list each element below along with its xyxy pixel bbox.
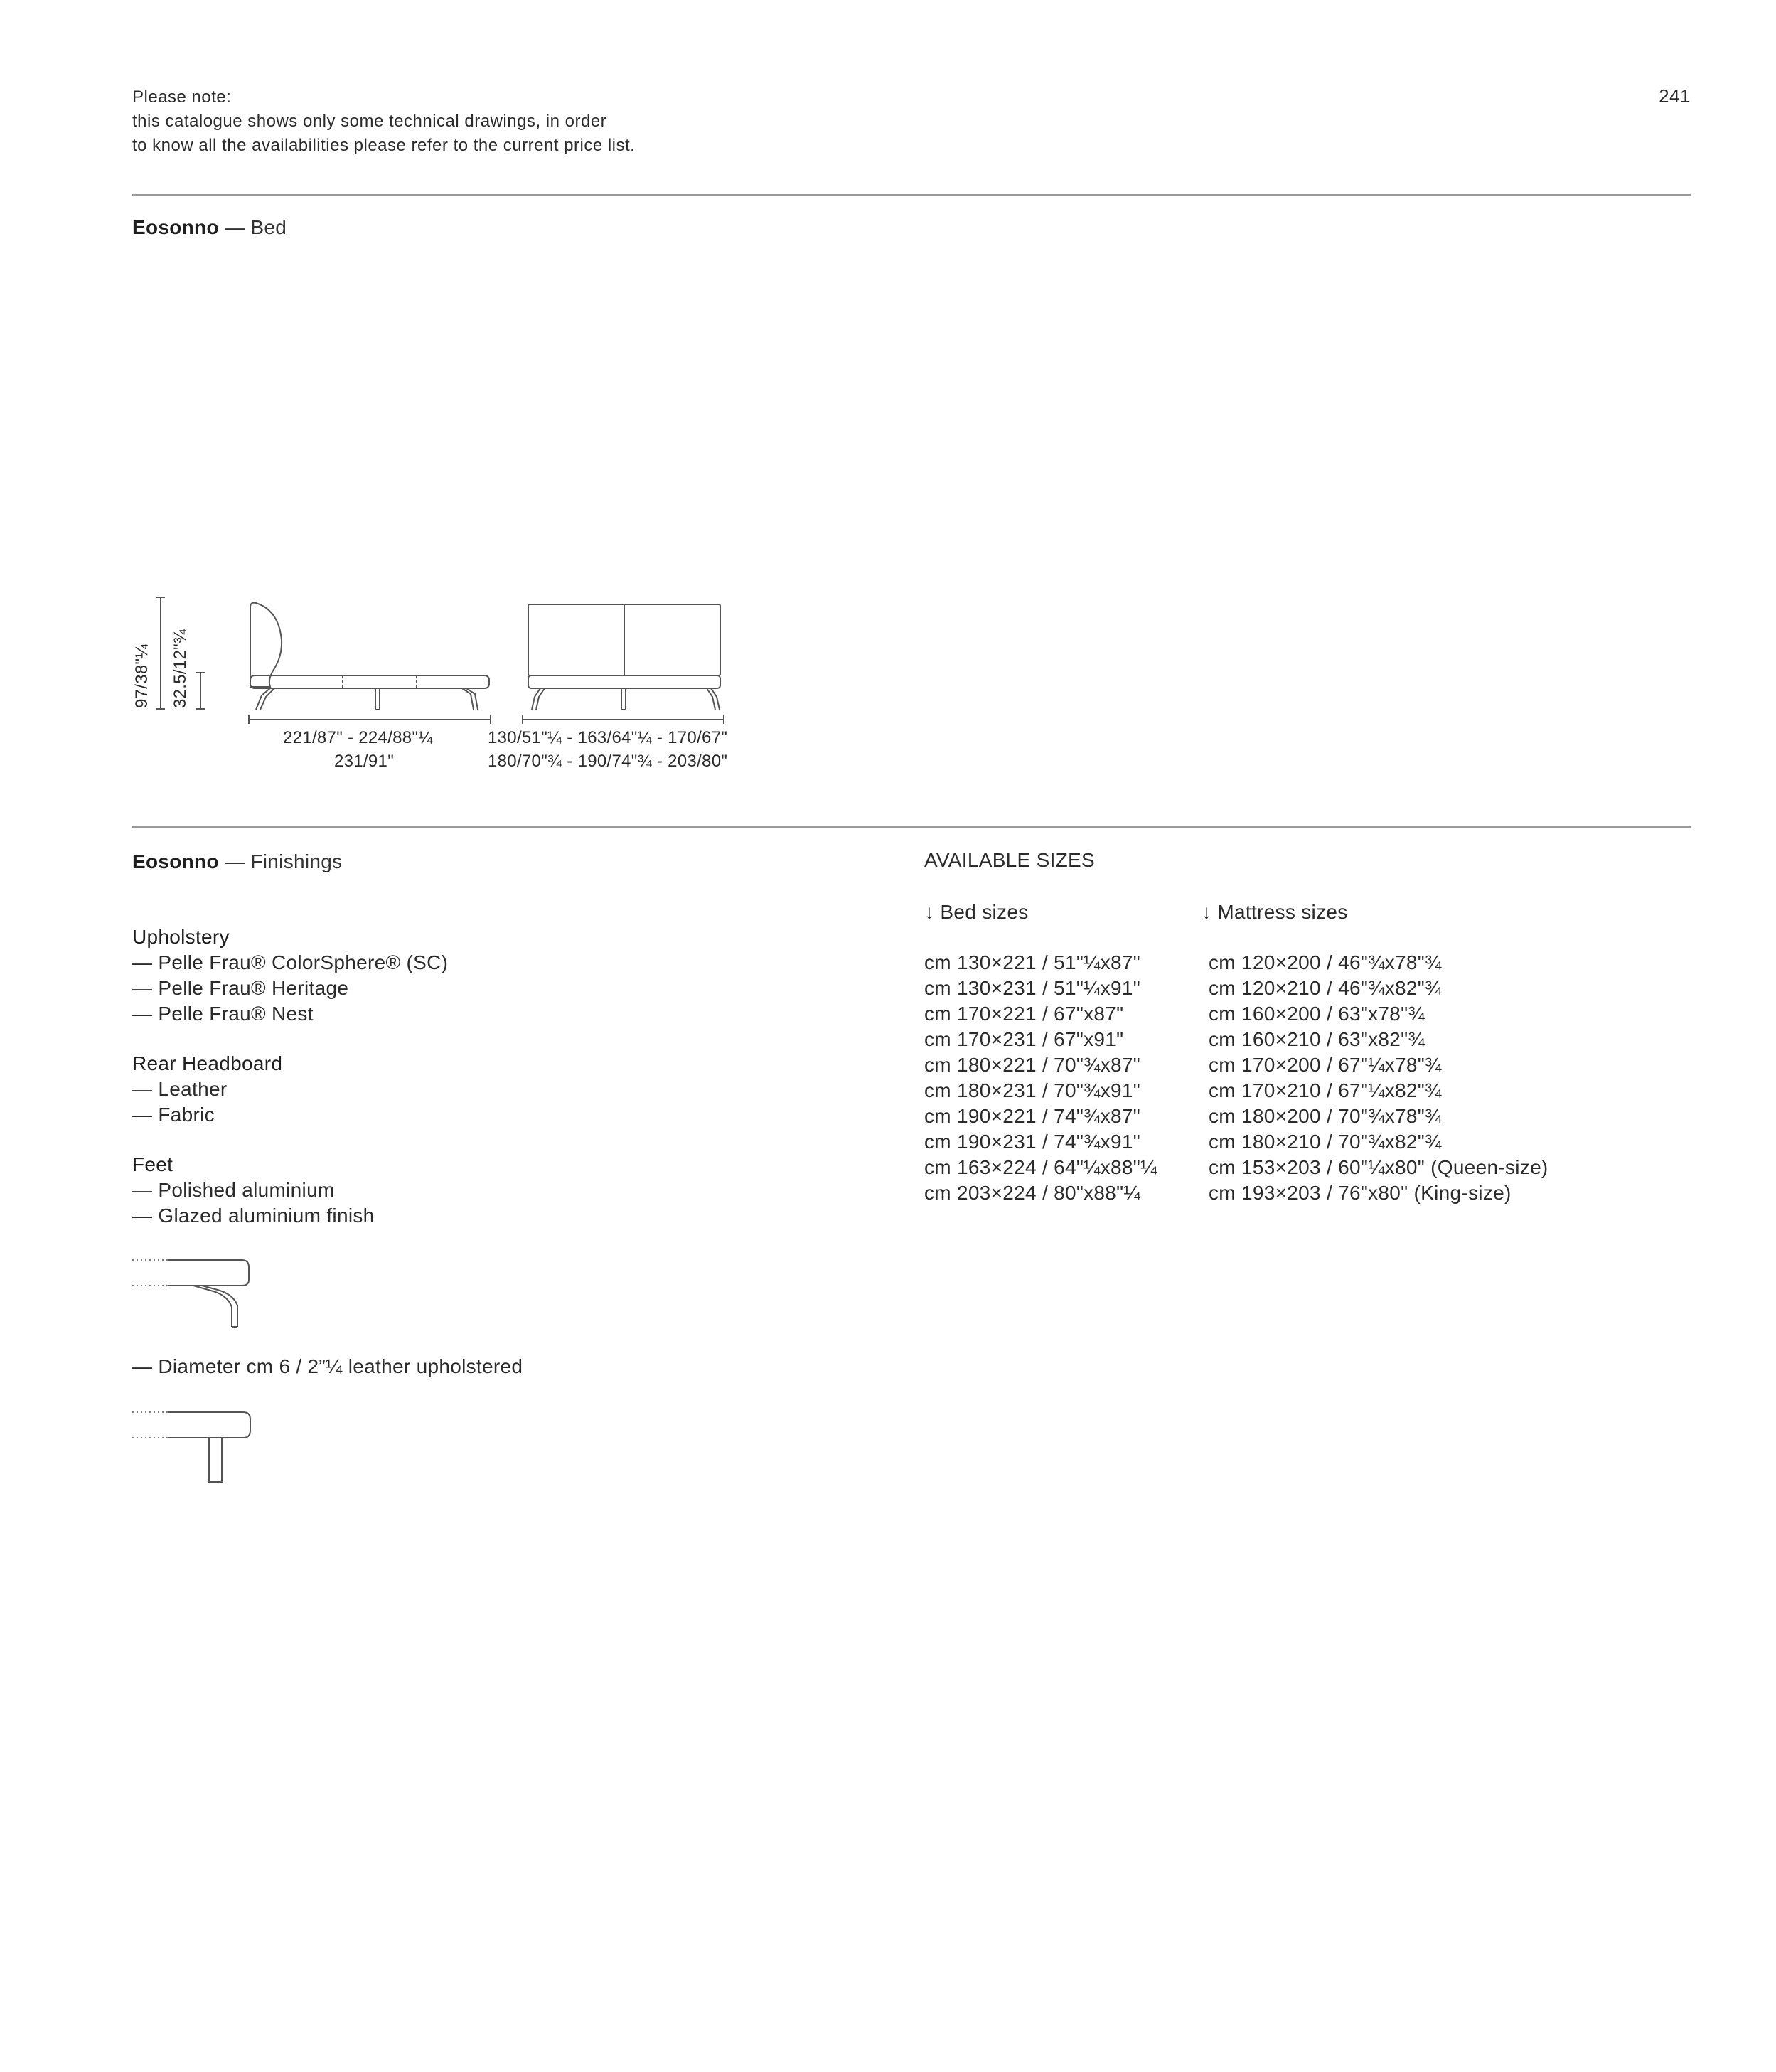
section-type: Finishings [250,850,343,872]
mattress-sizes-label [1202,899,1348,925]
group-title: Upholstery [132,926,230,948]
height-base-label: 32.5/12"¾ [171,629,190,708]
note-line: this catalogue shows only some technical drawings, in order [132,112,607,131]
page-number: 241 [1659,85,1691,107]
list-item: — Leather [132,1078,228,1100]
height-total-label: 97/38"¼ [132,644,151,708]
column-label: Bed sizes [940,901,1029,923]
list-item: — Pelle Frau® Heritage [132,977,349,999]
list-item: cm 203×224 / 80"x88"¼ [924,1182,1141,1204]
list-item: — Fabric [132,1104,215,1126]
list-item: — Polished aluminium [132,1179,335,1201]
list-item: cm 180×221 / 70"¾x87" [924,1054,1141,1076]
list-item: — Pelle Frau® Nest [132,1003,314,1025]
list-item: cm 130×231 / 51"¼x91" [924,977,1141,999]
list-item: cm 160×210 / 63"x82"¾ [1209,1028,1425,1050]
length-dimension-line2: 231/91" [334,752,395,771]
length-dimension-line1: 221/87" - 224/88"¼ [283,728,433,747]
list-item: cm 163×224 / 64"¼x88"¼ [924,1156,1157,1178]
list-item: cm 180×210 / 70"¾x82"¾ [1209,1131,1442,1153]
group-title: Rear Headboard [132,1052,283,1074]
list-item: cm 170×231 / 67"x91" [924,1028,1124,1050]
note-line: to know all the availabilities please refer to the current price list. [132,136,636,155]
available-sizes-title: AVAILABLE SIZES [924,849,1096,871]
heading-separator: — [224,850,245,872]
note-line: Please note: [132,87,232,107]
width-dimension-line1: 130/51"¼ - 163/64"¼ - 170/67" [488,728,728,747]
product-name: Eosonno [132,850,219,872]
list-item: cm 120×200 / 46"¾x78"¾ [1209,951,1442,973]
width-dimension-line2: 180/70"¾ - 190/74"¾ - 203/80" [488,752,728,771]
product-name: Eosonno [132,216,219,238]
list-item: cm 170×221 / 67"x87" [924,1003,1124,1025]
list-item: cm 193×203 / 76"x80" (King-size) [1209,1182,1512,1204]
arrow-down-icon: ↓ [1202,901,1212,923]
bed-sizes-list [924,950,1157,1206]
leather-foot-caption: — Diameter cm 6 / 2”¼ leather upholstered [132,1355,523,1377]
list-item: — Glazed aluminium finish [132,1205,375,1227]
section-type: Bed [250,216,287,238]
list-item: cm 170×210 / 67"¼x82"¾ [1209,1079,1442,1101]
list-item: cm 153×203 / 60"¼x80" (Queen-size) [1209,1156,1548,1178]
arrow-down-icon: ↓ [924,901,935,923]
bed-sizes-label [924,899,1029,925]
list-item: — Pelle Frau® ColorSphere® (SC) [132,951,449,973]
list-item: cm 190×231 / 74"¾x91" [924,1131,1141,1153]
list-item: cm 120×210 / 46"¾x82"¾ [1209,977,1442,999]
mattress-sizes-list [1209,950,1548,1206]
list-item: cm 170×200 / 67"¼x78"¾ [1209,1054,1442,1076]
list-item: cm 180×200 / 70"¾x78"¾ [1209,1105,1442,1127]
column-label: Mattress sizes [1217,901,1348,923]
list-item: cm 190×221 / 74"¾x87" [924,1105,1141,1127]
group-title: Feet [132,1153,173,1175]
list-item: cm 180×231 / 70"¾x91" [924,1079,1141,1101]
heading-separator: — [224,216,245,238]
list-item: cm 160×200 / 63"x78"¾ [1209,1003,1425,1025]
list-item: cm 130×221 / 51"¼x87" [924,951,1141,973]
